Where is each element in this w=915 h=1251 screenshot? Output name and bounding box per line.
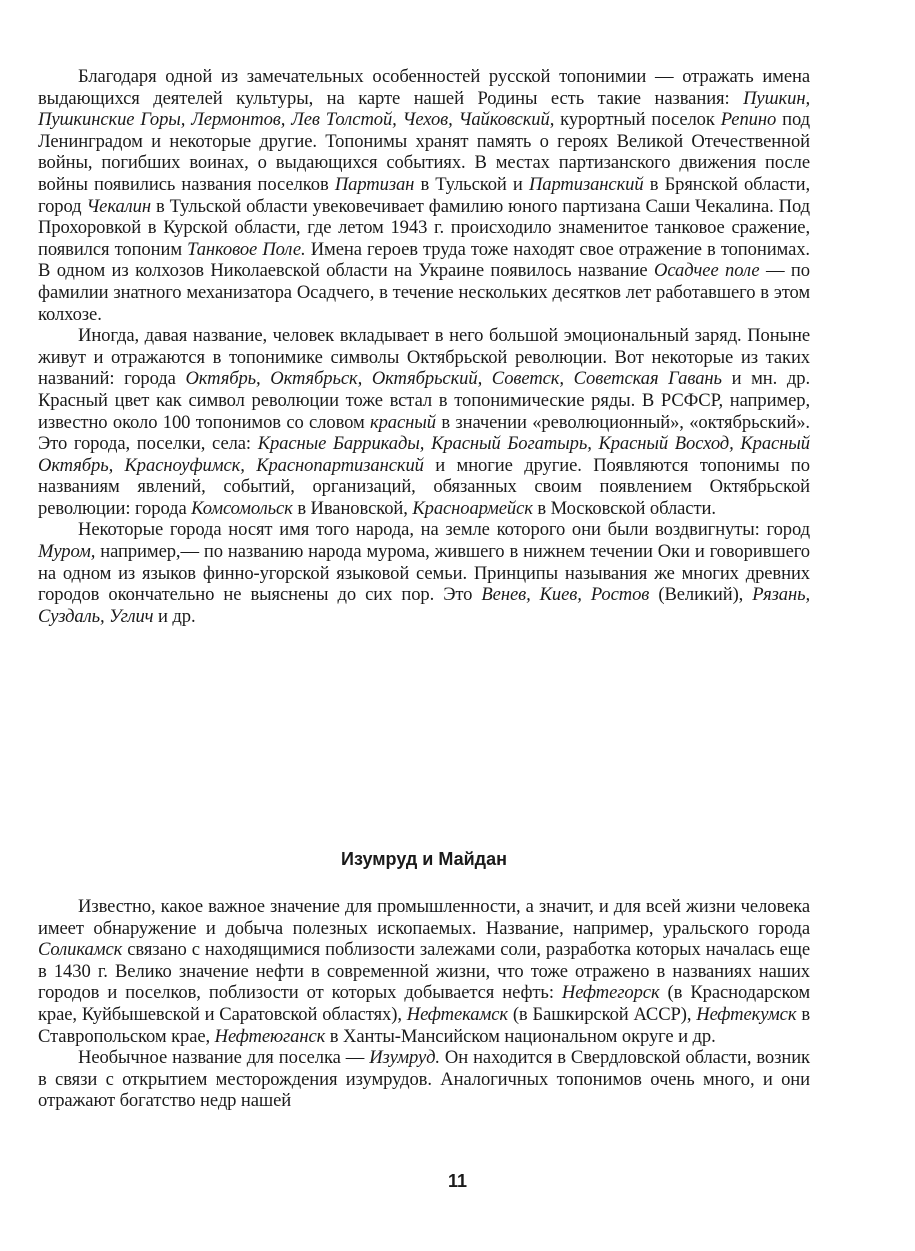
- text: (Великий),: [649, 584, 753, 606]
- page-number: 11: [447, 1171, 468, 1191]
- italic-text: Осадчее поле: [654, 260, 760, 282]
- section-heading: Изумруд и Майдан: [341, 849, 507, 869]
- text: — по фамилии знатного механизатора Осадчего, в течение нескольких десятков лет работавшего в этом колхозе.: [38, 260, 810, 325]
- text: и мн. др. Красный цвет как символ революции тоже встал в топонимические ряды. В РСФСР, например, известно около 100 топонимов со словом: [38, 368, 810, 433]
- italic-text: Нефтегорск: [561, 982, 660, 1004]
- text: Некоторые города носят имя того народа, на земле которого они были воздвигнуты: город: [78, 519, 810, 541]
- italic-text: Красноармейск: [412, 497, 533, 519]
- italic-text: Комсомольск: [191, 497, 293, 519]
- text: в Тульской области увековечивает фамилию юного партизана Саши Чекалина. Под Прохоровкой в Курской области, где летом 1943 г. происходило знаменитое танковое сражение, появился топоним: [38, 195, 810, 260]
- text: в Ханты-Мансийском национальном округе и др.: [325, 1025, 716, 1047]
- text: (в Краснодарском крае, Куйбышевской и Саратовской областях),: [38, 982, 810, 1025]
- text: Он находится в Свердловской области, возник в связи с открытием месторождения изумрудов. Аналогичных топонимов очень много, и они отражают богатство недр нашей: [38, 1047, 810, 1112]
- italic-text: Нефтеюганск: [214, 1025, 326, 1047]
- section-2: [38, 896, 810, 1112]
- paragraph: [38, 325, 810, 519]
- text: в Тульской и: [414, 173, 529, 195]
- text: в Брянской области, город: [38, 173, 810, 217]
- text: Известно, какое важное значение для промышленности, а значит, и для всей жизни человека имеет обнаружение и добыча полезных ископаемых. Название, например, уральского города: [38, 896, 810, 939]
- italic-text: Нефтекумск: [696, 1003, 797, 1025]
- text: и многие другие. Появляются топонимы по названиям явлений, событий, организаций, обязанных своим появлением Октябрьской революции: города: [38, 454, 810, 519]
- paragraph: [38, 66, 810, 325]
- text: в Ивановской,: [292, 497, 413, 519]
- italic-text: Чекалин: [86, 195, 151, 217]
- paragraph: [38, 896, 810, 1047]
- text: связано с находящимися поблизости залежами соли, разработка которых началась еще в 1430 г. Велико значение нефти в современной жизни, что тоже отражено в названиях наших городов и поселков, поблизости от которых добывается нефть:: [38, 939, 810, 1004]
- paragraph: [38, 1047, 810, 1112]
- italic-text: Соликамск: [38, 939, 123, 961]
- italic-text: Изумруд.: [369, 1047, 440, 1069]
- italic-text: Нефтекамск: [406, 1003, 508, 1025]
- italic-text: Октябрь, Октябрьск, Октябрьский, Советск, Советская Гавань: [185, 368, 722, 390]
- italic-text: Танковое Поле.: [187, 238, 306, 260]
- text: например,— по названию народа мурома, жившего в нижнем течении Оки и говорившего на одном из языков финно-угорской языковой семьи. Принципы называния же многих древних городов окончательно не выяснены до сих пор. Это: [38, 541, 810, 606]
- text: , курортный поселок: [549, 109, 721, 131]
- italic-text: Венев, Киев, Ростов: [481, 584, 650, 606]
- italic-text: Пушкин, Пушкинские Горы, Лермонтов, Лев Толстой, Чехов, Чайковский: [38, 87, 810, 131]
- section-1: [38, 66, 810, 627]
- text: Необычное название для поселка —: [78, 1047, 370, 1069]
- text: и др.: [153, 605, 196, 627]
- text: Иногда, давая название, человек вкладывает в него большой эмоциональный заряд. Поныне живут и отражаются в топонимике символы Октябрьской революции. Вот некоторые из таких названий: города: [38, 325, 810, 390]
- text: Имена героев труда тоже находят свое отражение в топонимах. В одном из колхозов Николаевской области на Украине появилось название: [38, 238, 810, 282]
- italic-text: Рязань, Суздаль, Углич: [38, 584, 811, 627]
- text: Благодаря одной из замечательных особенностей русской топонимии — отражать имена выдающихся деятелей культуры, на карте нашей Родины есть такие названия:: [38, 66, 810, 109]
- text: под Ленинградом и некоторые другие. Топонимы хранят память о героях Великой Отечественной войны, погибших воинах, о выдающихся событиях. В местах партизанского движения после войны появились названия поселков: [38, 109, 810, 195]
- italic-text: Партизанский: [528, 173, 644, 195]
- italic-text: Партизан: [334, 173, 415, 195]
- italic-text: красный: [370, 411, 436, 433]
- text: в Московской области.: [532, 497, 716, 519]
- text: в Ставропольском крае,: [38, 1003, 810, 1047]
- paragraph: [38, 519, 810, 627]
- italic-text: Репино: [720, 109, 777, 131]
- italic-text: Муром,: [38, 541, 96, 563]
- italic-text: Красные Баррикады, Красный Богатырь, Красный Восход, Красный Октябрь, Красноуфимск, Краснопартизанский: [38, 433, 810, 476]
- text: в значении «революционный», «октябрьский». Это города, поселки, села:: [38, 411, 810, 455]
- text: (в Башкирской АССР),: [507, 1003, 697, 1025]
